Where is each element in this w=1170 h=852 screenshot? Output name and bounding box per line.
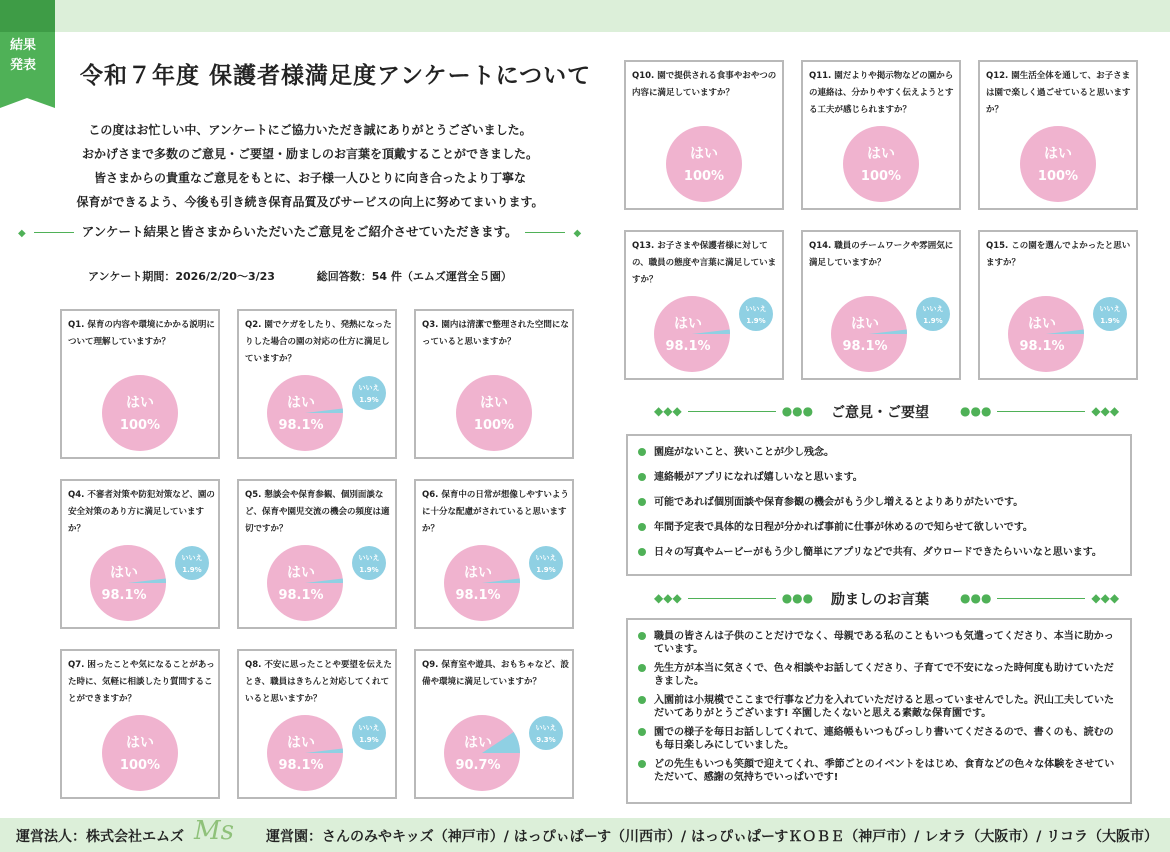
yes-label: はい: [867, 146, 895, 162]
no-value: 9.3%: [536, 736, 556, 744]
no-label: いいえ: [535, 554, 557, 562]
no-label: いいえ: [1099, 305, 1121, 313]
yes-value: 100%: [119, 758, 161, 773]
question-card: [624, 230, 784, 380]
encouragement-box: [626, 618, 1132, 804]
question-text: Q15. この園を選んでよかったと思いますか？: [986, 241, 1131, 268]
no-label: いいえ: [535, 724, 557, 732]
no-bubble: [175, 546, 209, 580]
opinions-list: [628, 436, 1130, 559]
pie-chart: [803, 62, 959, 208]
intro-line: 皆さまからの貴重なご意見をもとに、お子様一人ひとりに向き合ったより丁寧な: [93, 171, 526, 185]
question-text: Q14. 職員のチームワークや雰囲気に満足していますか？: [809, 241, 954, 268]
yes-value: 90.7%: [455, 758, 501, 773]
pie-chart: [980, 232, 1136, 378]
comment-item: 先生方が本当に気さくで、色々相談やお話してくださり、子育てで不安になった時何度も助けていただきました。: [638, 662, 1120, 688]
comment-item: 職員の皆さんは子供のことだけでなく、母親である私のこともいつも気遣ってくださり、本当に助かっています。: [638, 630, 1120, 656]
no-label: いいえ: [181, 554, 203, 562]
pie-slice-yes: [1020, 126, 1096, 202]
yes-label: はい: [126, 735, 154, 751]
divider: [34, 232, 74, 233]
yes-label: はい: [1028, 316, 1056, 332]
yes-label: はい: [674, 316, 702, 332]
pie-chart: [416, 311, 572, 457]
no-label: いいえ: [358, 554, 380, 562]
comment-item: 可能であれば個別面談や保育参観の機会がもう少し増えるとよりありがたいです。: [638, 496, 1120, 509]
survey-meta: [88, 268, 550, 284]
facility-list: 運営園：さんのみやキッズ（神戸市）/ はっぴぃぱーす（川西市）/ はっぴぃぱーすＫＯＢＥ（神戸市）/ レオラ（大阪市）/ リコラ（大阪市）: [266, 829, 1158, 845]
question-text: Q13. お子さまや保護者様に対しての、職員の態度や言葉に満足していますか？: [632, 241, 777, 285]
pie-chart: [239, 481, 395, 627]
subheading-text: アンケート結果と皆さまからいただいたご意見をご紹介させていただきます。: [81, 224, 518, 239]
question-card: [978, 60, 1138, 210]
badge-line2: 発表: [10, 58, 37, 73]
yes-value: 100%: [1037, 169, 1079, 184]
yes-label: はい: [690, 146, 718, 162]
no-bubble: [916, 297, 950, 331]
pie-slice-yes: [666, 126, 742, 202]
result-badge: [0, 32, 55, 98]
question-text: Q4. 不審者対策や防犯対策など、園の安全対策のあり方に満足していますか？: [68, 490, 215, 534]
pie-chart: [626, 232, 782, 378]
pie-slice-yes: [456, 375, 532, 451]
question-card: [978, 230, 1138, 380]
no-label: いいえ: [358, 724, 380, 732]
pie-slice-yes: [102, 375, 178, 451]
question-text: Q2. 園でケガをしたり、発熱になったりした場合の園の対応の仕方に満足していますか？: [245, 320, 392, 364]
question-card: [801, 230, 961, 380]
divider: [525, 232, 565, 233]
opinions-box: [626, 434, 1132, 576]
yes-label: はい: [287, 735, 315, 751]
no-bubble: [529, 716, 563, 750]
no-value: 1.9%: [182, 566, 202, 574]
encouragement-list: [628, 620, 1130, 784]
intro-line: この度はお忙しい中、アンケートにご協力いただき誠にありがとうございました。: [88, 123, 532, 137]
question-card: [414, 309, 574, 459]
question-card: [414, 649, 574, 799]
yes-value: 98.1%: [665, 339, 711, 354]
no-value: 1.9%: [746, 317, 766, 325]
comment-item: どの先生もいつも笑顔で迎えてくれ、季節ごとのイベントをはじめ、食育などの色々な体験をさせていただいて、感謝の気持ちでいっぱいです!: [638, 758, 1120, 784]
pie-slice-yes: [102, 715, 178, 791]
diamond-icon: ◆: [573, 228, 582, 239]
yes-label: はい: [464, 735, 492, 751]
comment-item: 連絡帳がアプリになれば嬉しいなと思います。: [638, 471, 1120, 484]
yes-value: 100%: [860, 169, 902, 184]
no-value: 1.9%: [359, 736, 379, 744]
comment-item: 入園前は小規模でここまで行事など力を入れていただけると思っていませんでした。沢山工夫していただいてありがとうございます! 卒園したくないと思える素敵な保育園です。: [638, 694, 1120, 720]
question-text: Q6. 保育中の日常が想像しやすいように十分な配慮がされていると思いますか？: [422, 490, 569, 534]
comment-item: 年間予定表で具体的な日程が分かれば事前に仕事が休めるので知らせて欲しいです。: [638, 521, 1120, 534]
top-bar-accent: [0, 0, 55, 32]
question-text: Q8. 不安に思ったことや要望を伝えたとき、職員はきちんと対応してくれていると思いますか？: [245, 660, 392, 704]
yes-value: 98.1%: [278, 418, 324, 433]
comment-item: 園庭がないこと、狭いことが少し残念。: [638, 446, 1120, 459]
opinions-title: ご意見・ご要望: [831, 405, 929, 421]
question-card: [237, 309, 397, 459]
yes-label: はい: [287, 565, 315, 581]
intro-line: おかげさまで多数のご意見・ご要望・励ましのお言葉を頂戴することができました。: [81, 147, 538, 161]
yes-value: 98.1%: [1019, 339, 1065, 354]
intro-line: 保育ができるよう、今後も引き続き保育品質及びサービスの向上に努めてまいります。: [76, 195, 544, 209]
diamond-icon: ◆: [18, 228, 26, 239]
yes-label: はい: [1044, 146, 1072, 162]
yes-value: 98.1%: [101, 588, 147, 603]
opinions-deco-right: ●●● ◆◆◆: [960, 404, 1120, 418]
encouragement-title: 励ましのお言葉: [831, 592, 929, 608]
yes-value: 100%: [473, 418, 515, 433]
yes-value: 98.1%: [278, 588, 324, 603]
question-text: Q3. 園内は清潔で整理された空間になっていると思いますか？: [422, 320, 569, 347]
question-card: [801, 60, 961, 210]
question-text: Q1. 保育の内容や環境にかかる説明について理解していますか？: [68, 320, 215, 347]
question-card: [60, 649, 220, 799]
badge-line1: 結果: [10, 38, 37, 53]
no-bubble: [739, 297, 773, 331]
question-text: Q7. 困ったことや気になることがあった時に、気軽に相談したり質問することができますか？: [68, 660, 215, 704]
pie-chart: [239, 651, 395, 797]
company-logo: Ms: [194, 816, 234, 846]
no-bubble: [352, 546, 386, 580]
yes-value: 100%: [683, 169, 725, 184]
pie-chart: [62, 481, 218, 627]
no-value: 1.9%: [359, 396, 379, 404]
no-label: いいえ: [922, 305, 944, 313]
pie-chart: [416, 481, 572, 627]
yes-value: 98.1%: [455, 588, 501, 603]
question-text: Q10. 園で提供される食事やおやつの内容に満足していますか？: [632, 71, 777, 98]
pie-chart: [62, 311, 218, 457]
question-card: [60, 309, 220, 459]
encouragement-deco-left: ◆◆◆ ●●●: [654, 591, 814, 605]
question-text: Q11. 園だよりや掲示物などの園からの連絡は、分かりやすく伝えようとする工夫が感じられますか？: [809, 71, 954, 115]
no-value: 1.9%: [359, 566, 379, 574]
question-card: [624, 60, 784, 210]
no-value: 1.9%: [1100, 317, 1120, 325]
no-bubble: [529, 546, 563, 580]
pie-chart: [62, 651, 218, 797]
yes-value: 98.1%: [278, 758, 324, 773]
pie-chart: [416, 651, 572, 797]
opinions-deco-left: ◆◆◆ ●●●: [654, 404, 814, 418]
page-title: 令和７年度 保護者様満足度アンケートについて: [80, 63, 592, 89]
yes-label: はい: [480, 395, 508, 411]
yes-label: はい: [110, 565, 138, 581]
no-label: いいえ: [358, 384, 380, 392]
yes-label: はい: [851, 316, 879, 332]
comment-item: 園での様子を毎日お話ししてくれて、連絡帳もいつもびっしり書いてくださるので、書くのも、読むのも毎日楽しみにしていました。: [638, 726, 1120, 752]
no-value: 1.9%: [536, 566, 556, 574]
yes-value: 100%: [119, 418, 161, 433]
question-text: Q5. 懇談会や保育参観、個別面談など、保育や園児交流の機会の頻度は適切ですか？: [245, 490, 390, 534]
no-label: いいえ: [745, 305, 767, 313]
pie-chart: [803, 232, 959, 378]
question-card: [237, 649, 397, 799]
question-card: [237, 479, 397, 629]
survey-period: アンケート期間：2026/2/20～3/23: [88, 270, 275, 283]
pie-chart: [980, 62, 1136, 208]
yes-label: はい: [464, 565, 492, 581]
intro-text: [70, 118, 550, 214]
yes-label: はい: [287, 395, 315, 411]
results-subheading: [18, 222, 598, 240]
pie-chart: [239, 311, 395, 457]
no-bubble: [1093, 297, 1127, 331]
no-value: 1.9%: [923, 317, 943, 325]
question-text: Q9. 保育室や遊具、おもちゃなど、設備や環境に満足していますか？: [422, 660, 569, 687]
question-card: [414, 479, 574, 629]
no-bubble: [352, 376, 386, 410]
yes-label: はい: [126, 395, 154, 411]
pie-chart: [626, 62, 782, 208]
no-bubble: [352, 716, 386, 750]
total-responses: 総回答数：54 件（エムズ運営全５園）: [316, 270, 512, 283]
question-text: Q12. 園生活全体を通して、お子さまは園で楽しく過ごせていると思いますか？: [986, 71, 1131, 115]
pie-slice-yes: [843, 126, 919, 202]
yes-value: 98.1%: [842, 339, 888, 354]
encouragement-deco-right: ●●● ◆◆◆: [960, 591, 1120, 605]
footer: [0, 818, 1170, 852]
top-bar: [0, 0, 1170, 32]
question-card: [60, 479, 220, 629]
operator-name: 運営法人：株式会社エムズ: [16, 829, 184, 845]
comment-item: 日々の写真やムービーがもう少し簡単にアプリなどで共有、ダウロードできたらいいなと思います。: [638, 546, 1120, 559]
